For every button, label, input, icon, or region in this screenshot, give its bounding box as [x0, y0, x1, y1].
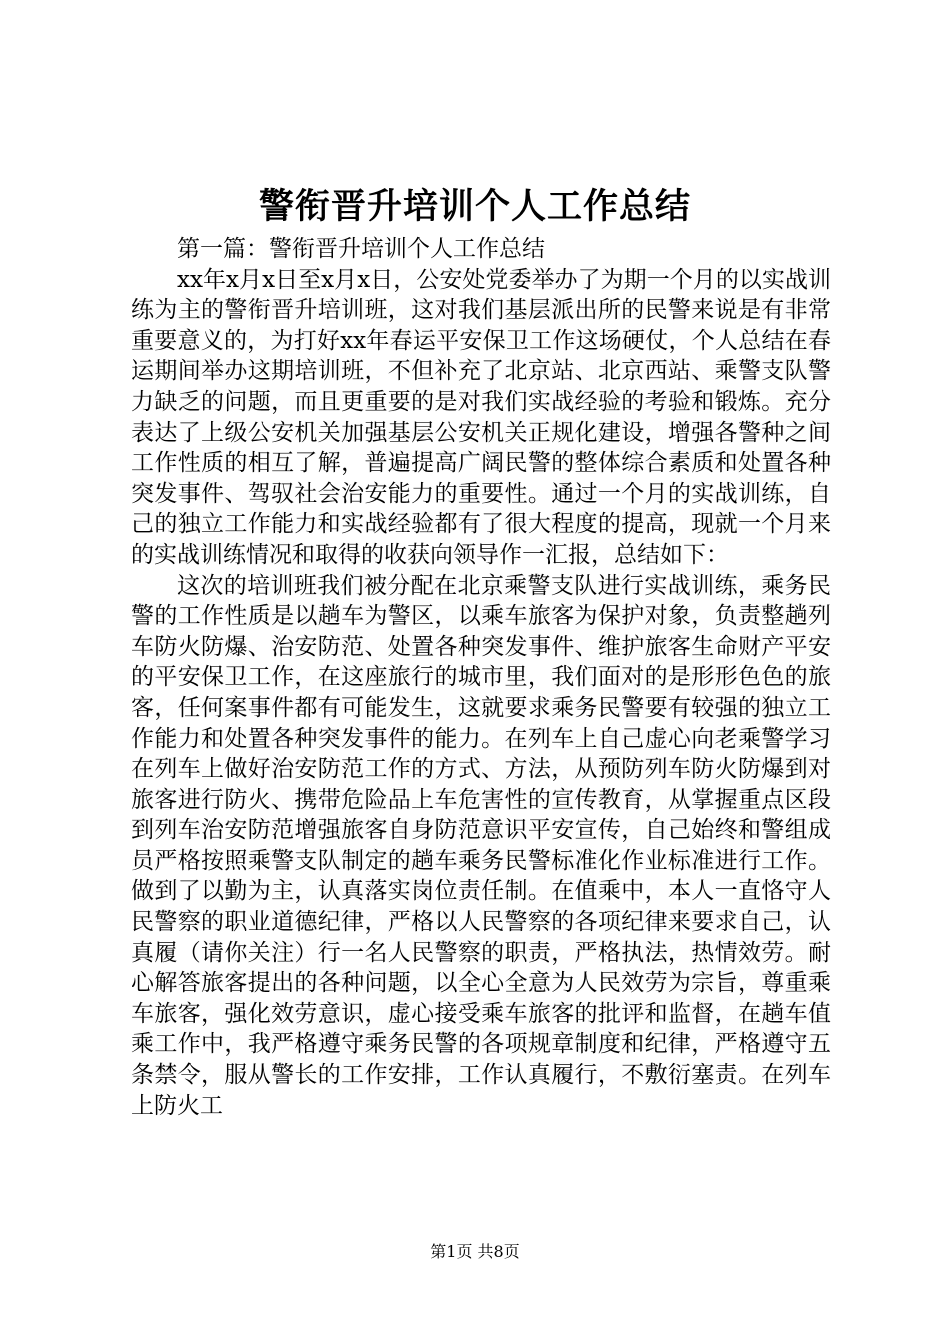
document-body: [131, 234, 831, 1121]
document-title: 警衔晋升培训个人工作总结: [258, 186, 691, 227]
paragraph-2: 这次的培训班我们被分配在北京乘警支队进行实战训练，乘务民警的工作性质是以趟车为警区，以乘车旅客为保护对象，负责整趟列车防火防爆、治安防范、处置各种突发事件、维护旅客生命财产平安的平安保卫工作，在这座旅行的城市里，我们面对的是形形色色的旅客，任何案事件都有可能发生，这就要求乘务民警要有较强的独立工作能力和处置各种突发事件的能力。在列车上自己虚心向老乘警学习在列车上做好治安防范工作的方式、方法，从预防列车防火防爆到对旅客进行防火、携带危险品上车危害性的宣传教育，从掌握重点区段到列车治安防范增强旅客自身防范意识平安宣传，自己始终和警组成员严格按照乘警支队制定的趟车乘务民警标准化作业标准进行工作。做到了以勤为主，认真落实岗位责任制。在值乘中，本人一直恪守人民警察的职业道德纪律，严格以人民警察的各项纪律来要求自己，认真履（请你关注）行一名人民警察的职责，严格执法，热情效劳。耐心解答旅客提出的各种问题，以全心全意为人民效劳为宗旨，尊重乘车旅客，强化效劳意识，虚心接受乘车旅客的批评和监督，在趟车值乘工作中，我严格遵守乘务民警的各项规章制度和纪律，严格遵守五条禁令，服从警长的工作安排，工作认真履行，不敷衍塞责。在列车上防火工: [131, 572, 831, 1119]
page-footer: 第1页 共8页: [430, 1242, 520, 1261]
paragraph-1: xx年x月x日至x月x日，公安处党委举办了为期一个月的以实战训练为主的警衔晋升培训班，这对我们基层派出所的民警来说是有非常重要意义的，为打好xx年春运平安保卫工作这场硬仗，个人总结在春运期间举办这期培训班，不但补充了北京站、北京西站、乘警支队警力缺乏的问题，而且更重要的是对我们实战经验的考验和锻炼。充分表达了上级公安机关加强基层公安机关正规化建设，增强各警种之间工作性质的相互了解，普遍提高广阔民警的整体综合素质和处置各种突发事件、驾驭社会治安能力的重要性。通过一个月的实战训练，自己的独立工作能力和实战经验都有了很大程度的提高，现就一个月来的实战训练情况和取得的收获向领导作一汇报，总结如下：: [131, 266, 831, 568]
section-heading: 第一篇：警衔晋升培训个人工作总结: [177, 236, 545, 262]
